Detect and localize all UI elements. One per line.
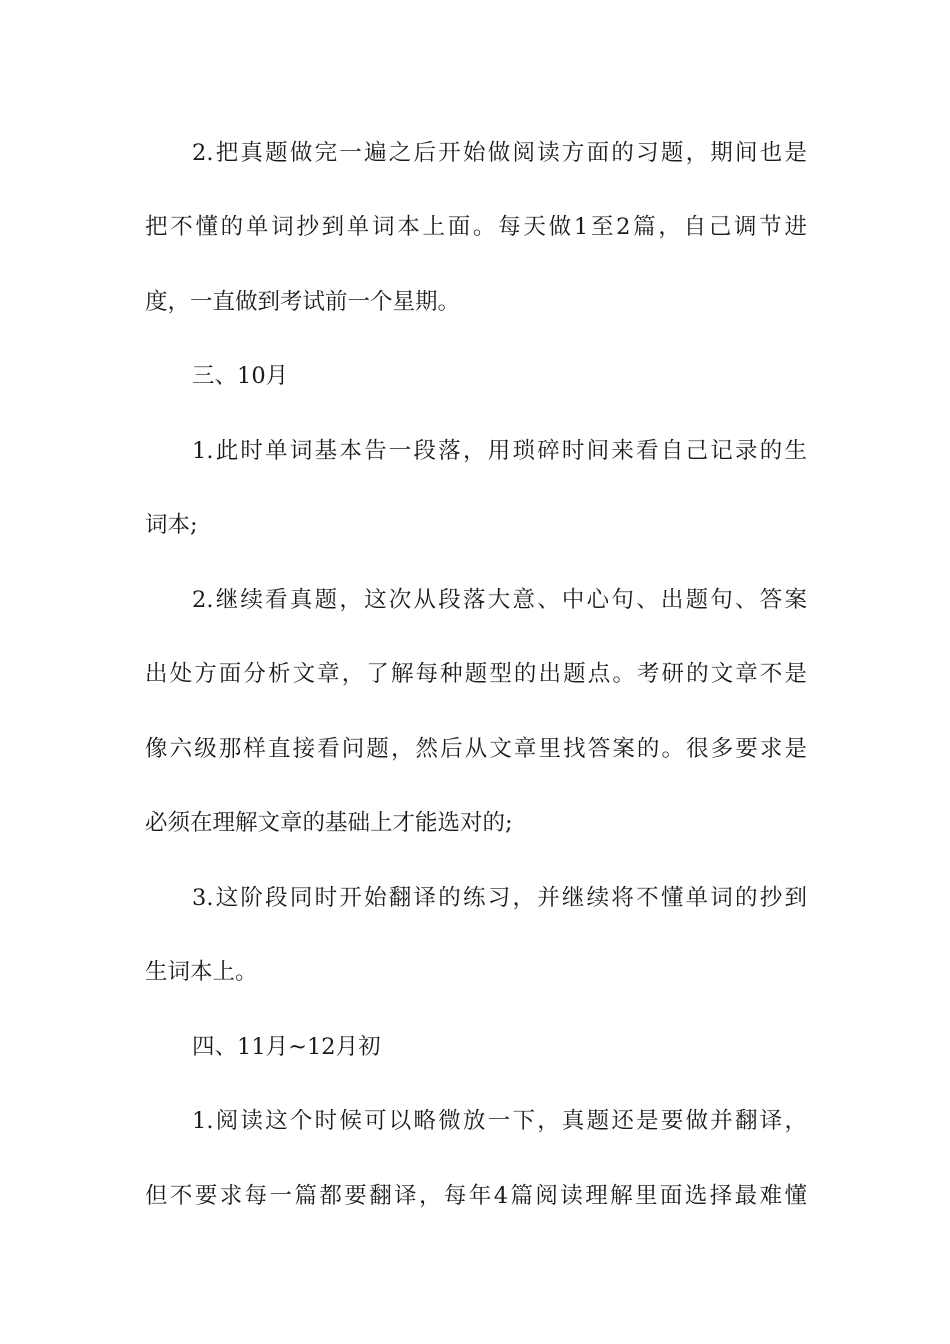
paragraph-line: 但不要求每一篇都要翻译，每年4篇阅读理解里面选择最难懂: [145, 1183, 807, 1209]
paragraph-line: 3.这阶段同时开始翻译的练习，并继续将不懂单词的抄到: [192, 885, 807, 911]
paragraph-line: 必须在理解文章的基础上才能选对的;: [145, 810, 513, 836]
paragraph-line: 词本;: [145, 512, 198, 538]
paragraph-line: 1.阅读这个时候可以略微放一下，真题还是要做并翻译，: [192, 1108, 807, 1134]
paragraph-line: 把不懂的单词抄到单词本上面。每天做1至2篇，自己调节进: [145, 214, 807, 240]
paragraph-line: 生词本上。: [145, 959, 258, 985]
section-heading: 三、10月: [192, 363, 289, 389]
paragraph-line: 出处方面分析文章，了解每种题型的出题点。考研的文章不是: [145, 661, 807, 687]
paragraph-line: 1.此时单词基本告一段落，用琐碎时间来看自己记录的生: [192, 438, 807, 464]
paragraph-line: 2.继续看真题，这次从段落大意、中心句、出题句、答案: [192, 587, 807, 613]
paragraph-line: 2.把真题做完一遍之后开始做阅读方面的习题，期间也是: [192, 140, 807, 166]
paragraph-line: 度，一直做到考试前一个星期。: [145, 289, 461, 315]
paragraph-line: 像六级那样直接看问题，然后从文章里找答案的。很多要求是: [145, 736, 807, 762]
section-heading: 四、11月~12月初: [192, 1034, 381, 1060]
